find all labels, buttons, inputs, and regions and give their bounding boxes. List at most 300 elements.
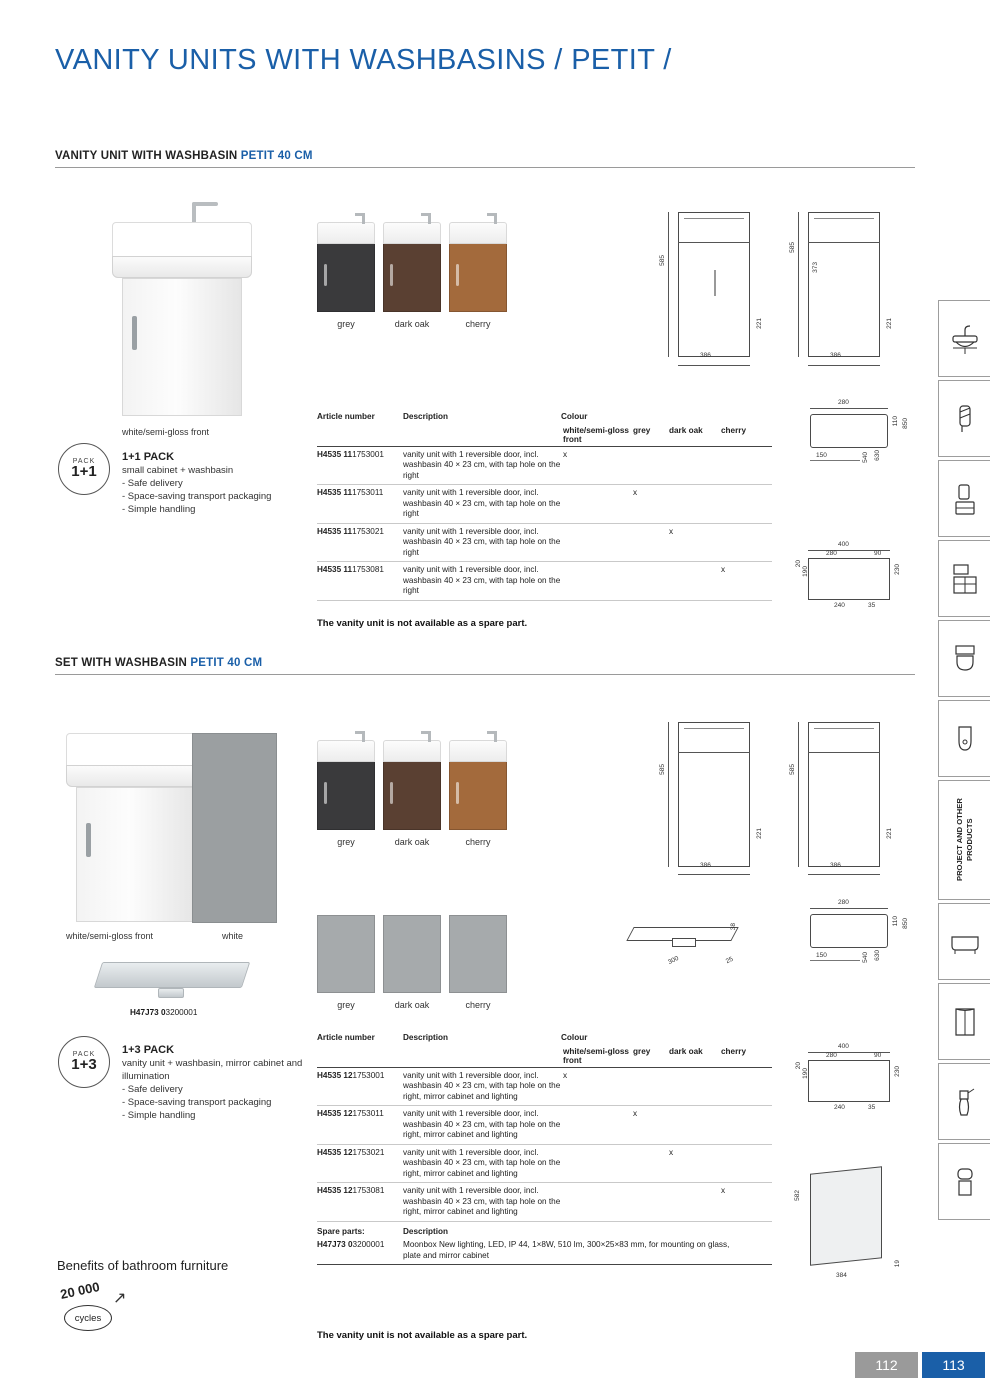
cell-description: vanity unit with 1 reversible door, incl. washbasin 40 × 23 cm, with tap hole on the right, mirror cabinet and lighting (403, 1109, 561, 1139)
washbasin-underside (112, 256, 252, 278)
swatch-door (317, 762, 375, 830)
dim-front-190: 190 (802, 1068, 809, 1079)
sidebar-item-furniture[interactable] (938, 1143, 990, 1220)
side-tab-bar[interactable] (938, 300, 990, 1223)
drawing-line (814, 218, 874, 219)
cell-cherry (719, 1071, 759, 1103)
sidebar-item-wc[interactable] (938, 620, 990, 697)
article-suffix: 1753081 (352, 1186, 385, 1195)
table-header-description: Description (403, 412, 449, 421)
dim-line-vertical (798, 722, 799, 867)
lamp-article-suffix: 3200001 (165, 1008, 198, 1017)
pack-line: - Safe delivery (122, 478, 183, 489)
swatch-door (383, 762, 441, 830)
dim-front-35: 35 (868, 1104, 876, 1111)
section-1-heading (55, 150, 915, 168)
cell-dark-oak (667, 1071, 719, 1103)
technical-drawing-side-2b (790, 712, 905, 877)
lamp-bracket (158, 988, 184, 998)
article-prefix: H4535 12 (317, 1109, 353, 1118)
photo-caption-2-left: white/semi-gloss front (66, 931, 154, 941)
table-header-spacer-a2 (317, 1047, 403, 1065)
mirror-swatch-label: cherry (465, 1000, 491, 1010)
dim-depth: 221 (886, 318, 893, 329)
tap-icon (494, 213, 497, 224)
cell-grey (631, 1186, 667, 1218)
section-1-heading-brand: PETIT (240, 150, 275, 162)
cell-article (317, 450, 403, 482)
flush-plate-icon (950, 482, 980, 516)
article-suffix: 3200001 (352, 1240, 385, 1249)
table-header-description: Description (403, 1033, 449, 1042)
dim-line-horizontal (810, 908, 888, 909)
cell-article (317, 1240, 403, 1261)
table-header-article: Article number (317, 412, 375, 421)
cell-grey (631, 1071, 667, 1103)
urinal-icon (950, 722, 980, 756)
article-prefix: H4535 11 (317, 449, 353, 459)
mirror-swatch-tile (449, 915, 507, 993)
dim-plan-depth: 110 (892, 416, 899, 427)
arrow-up-icon: ↗ (113, 1290, 127, 1307)
washbasin-icon (950, 322, 980, 356)
dim-height: 585 (659, 255, 666, 266)
sidebar-item-accessories[interactable] (938, 1063, 990, 1140)
cycles-word: cycles (74, 1312, 102, 1324)
article-prefix: H4535 12 (317, 1147, 353, 1157)
front-outline (808, 558, 890, 600)
table-row (317, 1183, 772, 1222)
table-row (317, 1106, 772, 1145)
shower-enclosure-icon (950, 1005, 980, 1039)
dim-front-230: 230 (894, 564, 901, 575)
photo-caption-1: white/semi-gloss front (122, 427, 210, 437)
pack-line: - Simple handling (122, 504, 196, 515)
cell-description: vanity unit with 1 reversible door, incl. washbasin 40 × 23 cm, with tap hole on the right (403, 449, 561, 480)
table-header-colour: Colour (561, 412, 588, 421)
cell-white (561, 1186, 631, 1218)
section-2-heading-plain: SET WITH WASHBASIN (55, 657, 191, 669)
table-header-cherry: cherry (721, 1046, 747, 1056)
door-handle (86, 823, 91, 857)
dim-plan-depth: 110 (892, 916, 899, 927)
spare-part-note-2: The vanity unit is not available as a spare part. (317, 1330, 528, 1341)
lamp-article-number (130, 1008, 197, 1017)
table-header-spacer-b (403, 426, 561, 444)
cell-grey: x (633, 488, 638, 497)
dim-630: 630 (874, 950, 881, 961)
faucet-icon (950, 402, 980, 436)
dim-mirror-height: 582 (794, 1190, 801, 1201)
front-outline (808, 1060, 890, 1102)
pack-badge-1plus1 (58, 443, 110, 495)
pack-title-2: 1+3 PACK (122, 1044, 175, 1056)
cell-cherry: x (721, 1186, 726, 1195)
dim-front-190: 190 (802, 566, 809, 577)
dim-inner-height: 373 (812, 262, 819, 273)
cell-white (561, 1148, 631, 1180)
swatch-unit-cherry-2 (449, 740, 507, 847)
table-header-spacer-b2 (403, 1047, 561, 1065)
cell-dark-oak (667, 1186, 719, 1218)
pack-badge-top-1: PACK (72, 458, 96, 465)
drawing-line (814, 728, 874, 729)
dim-depth: 221 (756, 318, 763, 329)
dim-front-width: 400 (838, 1043, 849, 1050)
cell-description: vanity unit with 1 reversible door, incl. washbasin 40 × 23 cm, with tap hole on the right (403, 565, 561, 595)
article-prefix: H4535 12 (317, 1070, 353, 1080)
sidebar-item-installation-system[interactable] (938, 540, 990, 617)
swatch-unit-grey-2 (317, 740, 375, 847)
technical-drawing-side-1a (660, 200, 770, 370)
dim-depth: 221 (756, 828, 763, 839)
table-row (317, 447, 772, 486)
tap-spout-icon (192, 202, 218, 206)
dim-mirror-width: 384 (836, 1272, 847, 1279)
dim-lamp-width: 300 (667, 954, 680, 967)
cell-grey (631, 565, 667, 597)
cell-grey: x (633, 1109, 638, 1118)
dim-front-20: 20 (795, 1062, 802, 1070)
table-row (317, 1068, 772, 1107)
cabinet-body (122, 278, 242, 416)
pack-line: - Simple handling (122, 1110, 196, 1121)
cell-dark-oak (667, 488, 719, 520)
sidebar-item-label: PROJECT AND OTHER PRODUCTS (954, 798, 974, 882)
swatch-door (317, 244, 375, 312)
cell-article (317, 1109, 403, 1141)
tap-icon (362, 731, 365, 742)
pack-line: vanity unit + washbasin, mirror cabinet and illumination (122, 1058, 303, 1082)
technical-drawing-plan-1 (790, 400, 920, 505)
article-suffix: 1753021 (352, 526, 384, 536)
article-prefix: H47J73 0 (317, 1240, 353, 1249)
table-header-white: white/semi-gloss front (563, 1046, 629, 1065)
mirror-swatch-cherry (449, 915, 507, 1010)
technical-drawing-front-1 (790, 540, 920, 630)
cell-white: x (563, 449, 568, 459)
lamp-article-prefix: H47J73 0 (130, 1008, 166, 1017)
technical-drawing-lamp (620, 905, 750, 980)
dim-front-90: 90 (874, 550, 882, 557)
cabinet-body (76, 787, 194, 922)
mirror-swatch-grey (317, 915, 375, 1010)
dim-line-horizontal (808, 365, 880, 366)
cycles-badge (64, 1305, 112, 1331)
cell-dark-oak (667, 565, 719, 597)
plan-basin-outline (810, 914, 888, 948)
dim-front-240: 240 (834, 602, 845, 609)
tap-icon (362, 213, 365, 224)
cell-white (561, 565, 631, 597)
dim-line-horizontal (808, 874, 880, 875)
section-1-heading-plain: VANITY UNIT WITH WASHBASIN (55, 150, 241, 162)
swatch-basin (383, 222, 441, 244)
product-photo-vanity-unit (100, 198, 280, 423)
drawing-outline (678, 722, 750, 867)
dim-540: 540 (862, 452, 869, 463)
cell-white (561, 1109, 631, 1141)
dim-850: 850 (902, 918, 909, 929)
dim-150: 150 (816, 952, 827, 959)
swatch-door (449, 244, 507, 312)
table-header-colour: Colour (561, 1033, 588, 1042)
cell-description: vanity unit with 1 reversible door, incl. washbasin 40 × 23 cm, with tap hole on the right, mirror cabinet and lighting (403, 1147, 561, 1178)
technical-drawing-side-2a (660, 712, 770, 877)
article-table-2 (317, 1033, 772, 1265)
drawing-outline (808, 722, 880, 867)
cell-cherry (719, 1148, 759, 1180)
swatch-unit-grey-1 (317, 222, 375, 329)
drawing-line (808, 752, 880, 753)
dim-line-horizontal (678, 874, 750, 875)
cell-description: vanity unit with 1 reversible door, incl. washbasin 40 × 23 cm, with tap hole on the right, mirror cabinet and lighting (403, 1070, 561, 1101)
cell-article (317, 565, 403, 597)
table-header-dark-oak: dark oak (669, 1046, 703, 1056)
dim-mirror-depth: 19 (894, 1260, 901, 1268)
dim-height: 585 (659, 764, 666, 775)
drawing-line (678, 242, 750, 243)
swatch-door (449, 762, 507, 830)
tap-icon (428, 213, 431, 224)
door-handle (132, 316, 137, 350)
cell-dark-oak: x (669, 1147, 674, 1157)
dim-height: 585 (789, 242, 796, 253)
mirror-swatch-label: dark oak (394, 1000, 430, 1010)
dim-width: 386 (700, 352, 711, 359)
section-2-heading-size: 40 CM (224, 657, 263, 669)
swatch-basin (317, 222, 375, 244)
cell-article (317, 1071, 403, 1103)
mirror-swatch-dark-oak (383, 915, 441, 1010)
section-1-heading-size: 40 CM (274, 150, 313, 162)
spare-parts-desc-header: Description (403, 1226, 449, 1236)
sidebar-item-bathtub[interactable] (938, 903, 990, 980)
dim-line-vertical (668, 212, 669, 357)
cell-white: x (563, 1070, 568, 1080)
dim-line (810, 460, 860, 461)
cell-article (317, 527, 403, 559)
dim-850: 850 (902, 418, 909, 429)
article-prefix: H4535 11 (317, 565, 353, 574)
swatch-label: grey (337, 319, 355, 329)
installation-system-icon (949, 562, 981, 596)
cell-article (317, 488, 403, 520)
swatch-label: dark oak (394, 319, 430, 329)
mirror-outline (810, 1166, 882, 1266)
cell-article (317, 1148, 403, 1180)
swatch-basin (317, 740, 375, 762)
table-header-cherry: cherry (721, 425, 747, 435)
spare-parts-header (317, 1227, 772, 1238)
pack-lines-2 (122, 1057, 307, 1122)
cell-description: Moonbox New lighting, LED, IP 44, 1×8W, 510 lm, 300×25×83 mm, for mounting on glass, plate and mirror cabinet (403, 1240, 730, 1260)
cell-white (561, 527, 631, 559)
cell-grey (631, 1148, 667, 1180)
drawing-line (678, 752, 750, 753)
pack-badge-top-2: PACK (72, 1051, 96, 1058)
table-row (317, 562, 772, 601)
sidebar-item-urinal[interactable] (938, 700, 990, 777)
table-row (317, 1145, 772, 1184)
dim-plan-width: 280 (838, 899, 849, 906)
article-suffix: 1753011 (352, 488, 384, 497)
dim-line-horizontal (678, 365, 750, 366)
table-header-article: Article number (317, 1033, 375, 1042)
dim-630: 630 (874, 450, 881, 461)
mirror-swatch-tile (317, 915, 375, 993)
photo-caption-2-right: white (222, 931, 244, 941)
dim-line-vertical (668, 722, 669, 867)
cell-description: vanity unit with 1 reversible door, incl. washbasin 40 × 23 cm, with tap hole on the right (403, 488, 561, 518)
cell-dark-oak (667, 450, 719, 482)
article-suffix: 1753081 (352, 565, 384, 574)
dim-front-280: 280 (826, 1052, 837, 1059)
section-2-heading (55, 657, 915, 675)
cell-grey (631, 450, 667, 482)
dim-line-vertical (798, 212, 799, 357)
drawing-handle (714, 270, 716, 296)
spare-parts-row (317, 1237, 772, 1265)
sidebar-item-washbasin[interactable] (938, 300, 990, 377)
article-prefix: H4535 12 (317, 1186, 353, 1195)
section-2-heading-brand: PETIT (190, 657, 225, 669)
dim-depth: 221 (886, 828, 893, 839)
pack-badge-main-1: 1+1 (71, 463, 97, 480)
lamp-bracket-outline (672, 938, 696, 947)
cell-cherry: x (721, 565, 726, 574)
article-suffix: 1753001 (352, 1070, 385, 1080)
sidebar-item-project-other-products[interactable] (938, 780, 990, 900)
drawing-line (684, 218, 744, 219)
swatch-unit-cherry-1 (449, 222, 507, 329)
swatch-label: dark oak (394, 837, 430, 847)
cell-cherry (719, 450, 759, 482)
cell-grey (631, 527, 667, 559)
pack-line: - Safe delivery (122, 1084, 183, 1095)
cell-article (317, 1186, 403, 1218)
technical-drawing-mirror (790, 1160, 920, 1285)
dim-lamp-depth: 25 (724, 955, 735, 966)
sidebar-item-faucet[interactable] (938, 380, 990, 457)
swatch-basin (449, 222, 507, 244)
wc-icon (950, 642, 980, 676)
table-header-white: white/semi-gloss front (563, 425, 629, 444)
cell-cherry (719, 1109, 759, 1141)
sidebar-item-flush-plate[interactable] (938, 460, 990, 537)
pack-lines-1 (122, 464, 332, 516)
cell-cherry (719, 488, 759, 520)
dim-front-240: 240 (834, 1104, 845, 1111)
mirror-cabinet-photo (192, 733, 277, 923)
drawing-line (808, 242, 880, 243)
sidebar-item-shower-enclosure[interactable] (938, 983, 990, 1060)
technical-drawing-side-1b (790, 200, 905, 370)
dim-lamp-height: 38 (730, 923, 737, 931)
pack-title-1: 1+1 PACK (122, 451, 175, 463)
article-suffix: 1753011 (352, 1109, 384, 1118)
cell-dark-oak (667, 1109, 719, 1141)
dim-front-width: 400 (838, 541, 849, 548)
table-row (317, 524, 772, 563)
dim-front-20: 20 (795, 560, 802, 568)
pack-badge-1plus3 (58, 1036, 110, 1088)
tap-icon (428, 731, 431, 742)
mirror-swatch-label: grey (337, 1000, 355, 1010)
furniture-icon (950, 1165, 980, 1199)
swatch-label: cherry (465, 319, 491, 329)
dim-front-90: 90 (874, 1052, 882, 1059)
drawing-outline (808, 212, 880, 357)
dim-line-horizontal (810, 408, 888, 409)
technical-drawing-plan-2 (790, 900, 920, 1005)
cell-description: vanity unit with 1 reversible door, incl. washbasin 40 × 23 cm, with tap hole on the right, mirror cabinet and lighting (403, 1186, 561, 1216)
spare-parts-label: Spare parts: (317, 1226, 365, 1236)
cell-white (561, 488, 631, 520)
accessories-icon (950, 1085, 980, 1119)
pack-line: - Space-saving transport packaging (122, 1097, 272, 1108)
dim-front-230: 230 (894, 1066, 901, 1077)
dim-front-280: 280 (826, 550, 837, 557)
dim-150: 150 (816, 452, 827, 459)
swatch-label: grey (337, 837, 355, 847)
dim-width: 386 (700, 862, 711, 869)
swatch-basin (449, 740, 507, 762)
cycles-number: 20 000 (58, 1279, 101, 1302)
dim-front-35: 35 (868, 602, 876, 609)
swatch-unit-dark-oak-1 (383, 222, 441, 329)
benefits-title: Benefits of bathroom furniture (57, 1258, 229, 1273)
washbasin-underside (66, 765, 206, 787)
mirror-swatch-tile (383, 915, 441, 993)
cell-cherry (719, 527, 759, 559)
swatch-basin (383, 740, 441, 762)
dim-width: 386 (830, 862, 841, 869)
swatch-label: cherry (465, 837, 491, 847)
swatch-unit-dark-oak-2 (383, 740, 441, 847)
bathtub-icon (948, 927, 982, 957)
table-row (317, 485, 772, 524)
swatch-door (383, 244, 441, 312)
pack-line: small cabinet + washbasin (122, 465, 234, 476)
article-prefix: H4535 11 (317, 488, 353, 497)
table-header-grey: grey (633, 1046, 651, 1056)
cell-description: vanity unit with 1 reversible door, incl. washbasin 40 × 23 cm, with tap hole on the right (403, 526, 561, 557)
page-title: VANITY UNITS WITH WASHBASINS / PETIT / (55, 44, 672, 76)
table-header-grey: grey (633, 425, 651, 435)
drawing-line (684, 728, 744, 729)
lamp-photo (94, 962, 250, 988)
article-prefix: H4535 11 (317, 526, 353, 536)
dim-line (810, 960, 860, 961)
technical-drawing-front-2 (790, 1042, 920, 1132)
page-number-right: 113 (922, 1352, 985, 1378)
dim-plan-width: 280 (838, 399, 849, 406)
dim-540: 540 (862, 952, 869, 963)
dim-height: 585 (789, 764, 796, 775)
table-header-dark-oak: dark oak (669, 425, 703, 435)
cell-dark-oak: x (669, 526, 674, 536)
table-header-spacer-a (317, 426, 403, 444)
pack-badge-main-2: 1+3 (71, 1056, 97, 1073)
pack-line: - Space-saving transport packaging (122, 491, 272, 502)
article-suffix: 1753021 (352, 1147, 385, 1157)
article-suffix: 1753001 (352, 449, 384, 459)
plan-basin-outline (810, 414, 888, 448)
page-number-left: 112 (855, 1352, 918, 1378)
dim-width: 386 (830, 352, 841, 359)
article-table-1 (317, 412, 772, 601)
